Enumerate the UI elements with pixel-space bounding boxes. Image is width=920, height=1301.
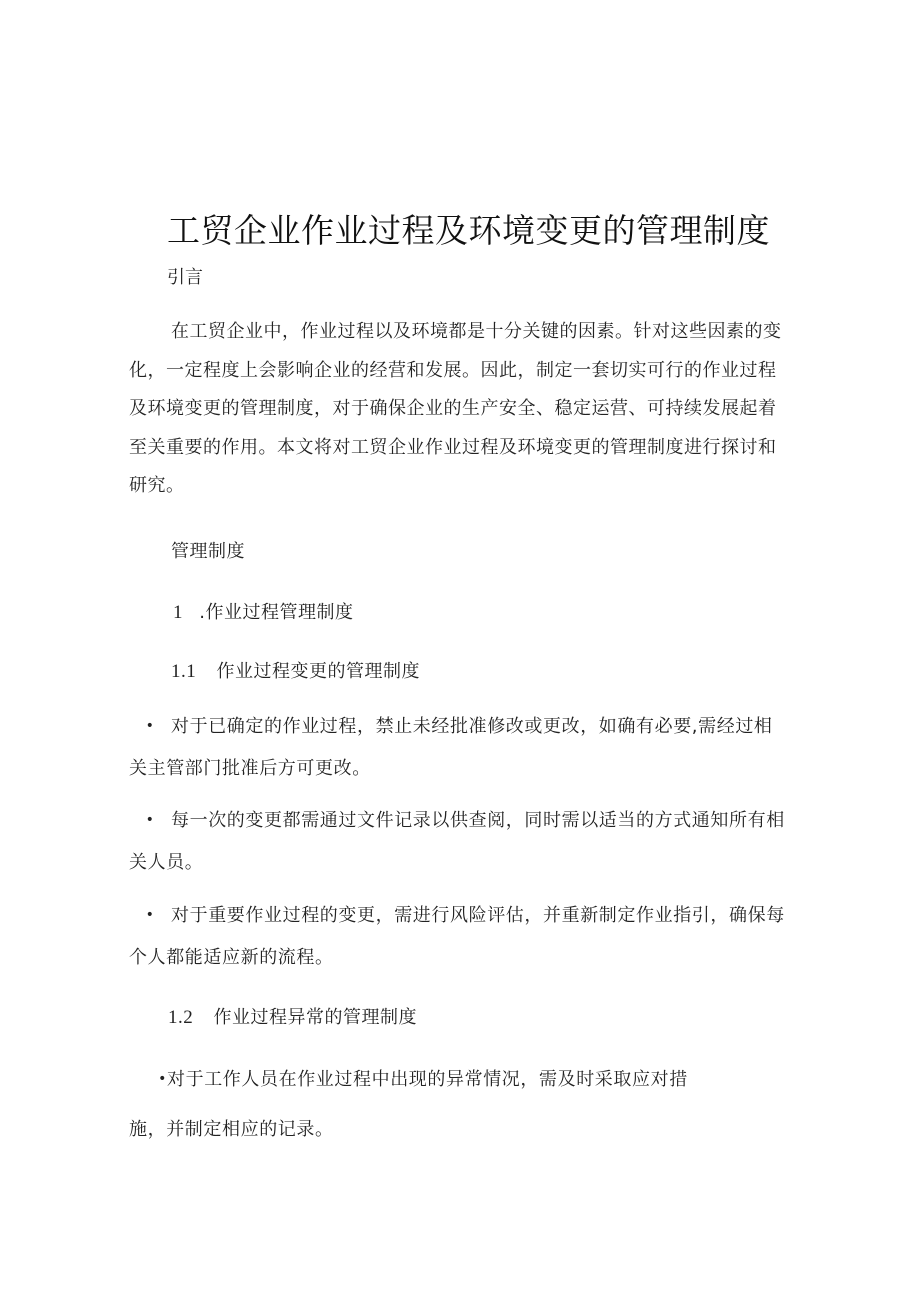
subsection-1-2-number: 1.2 xyxy=(168,1007,194,1028)
section-1-number: 1 xyxy=(173,602,183,623)
bullet-dot: • xyxy=(145,718,155,734)
bullet-dot: • xyxy=(158,1071,167,1087)
subsection-1-2-title: 作业过程异常的管理制度 xyxy=(213,1007,417,1028)
subsection-1-1-title: 作业过程变更的管理制度 xyxy=(216,661,420,682)
bullet-item xyxy=(129,894,785,979)
subsection-1-1-number: 1.1 xyxy=(171,661,197,682)
bullet-dot: • xyxy=(145,907,155,923)
bullet-text: 每一次的变更都需通过文件记录以供查阅，同时需以适当的方式通知所有相关人员。 xyxy=(129,810,785,873)
bullet-text: 对于重要作业过程的变更，需进行风险评估，并重新制定作业指引，确保每个人都能适应新的流程。 xyxy=(129,905,785,968)
document-title: 工贸企业作业过程及环境变更的管理制度 xyxy=(167,211,770,250)
bullet-text: 对于已确定的作业过程，禁止未经批准修改或更改，如确有必要,需经过相关主管部门批准后方可更改。 xyxy=(129,716,773,779)
bullet-text: 对于工作人员在作业过程中出现的异常情况，需及时采取应对措施，并制定相应的记录。 xyxy=(129,1069,688,1140)
intro-heading: 引言 xyxy=(167,267,203,288)
bullet-dot: • xyxy=(145,812,155,828)
section-1-title: .作业过程管理制度 xyxy=(199,602,354,623)
intro-paragraph xyxy=(129,313,785,506)
section-1-heading xyxy=(173,598,353,624)
bullet-item xyxy=(129,705,785,790)
section-heading: 管理制度 xyxy=(171,541,245,562)
bullet-item xyxy=(129,799,785,884)
subsection-1-1-heading xyxy=(171,657,420,683)
intro-paragraph-text: 在工贸企业中，作业过程以及环境都是十分关键的因素。针对这些因素的变化，一定程度上会影响企业的经营和发展。因此，制定一套切实可行的作业过程及环境变更的管理制度，对于确保企业的生产安全、稳定运营、可持续发展起着至关重要的作用。本文将对工贸企业作业过程及环境变更的管理制度进行探讨和研究。 xyxy=(129,321,782,496)
bullet-item xyxy=(129,1054,699,1155)
subsection-1-2-heading xyxy=(168,1003,417,1029)
